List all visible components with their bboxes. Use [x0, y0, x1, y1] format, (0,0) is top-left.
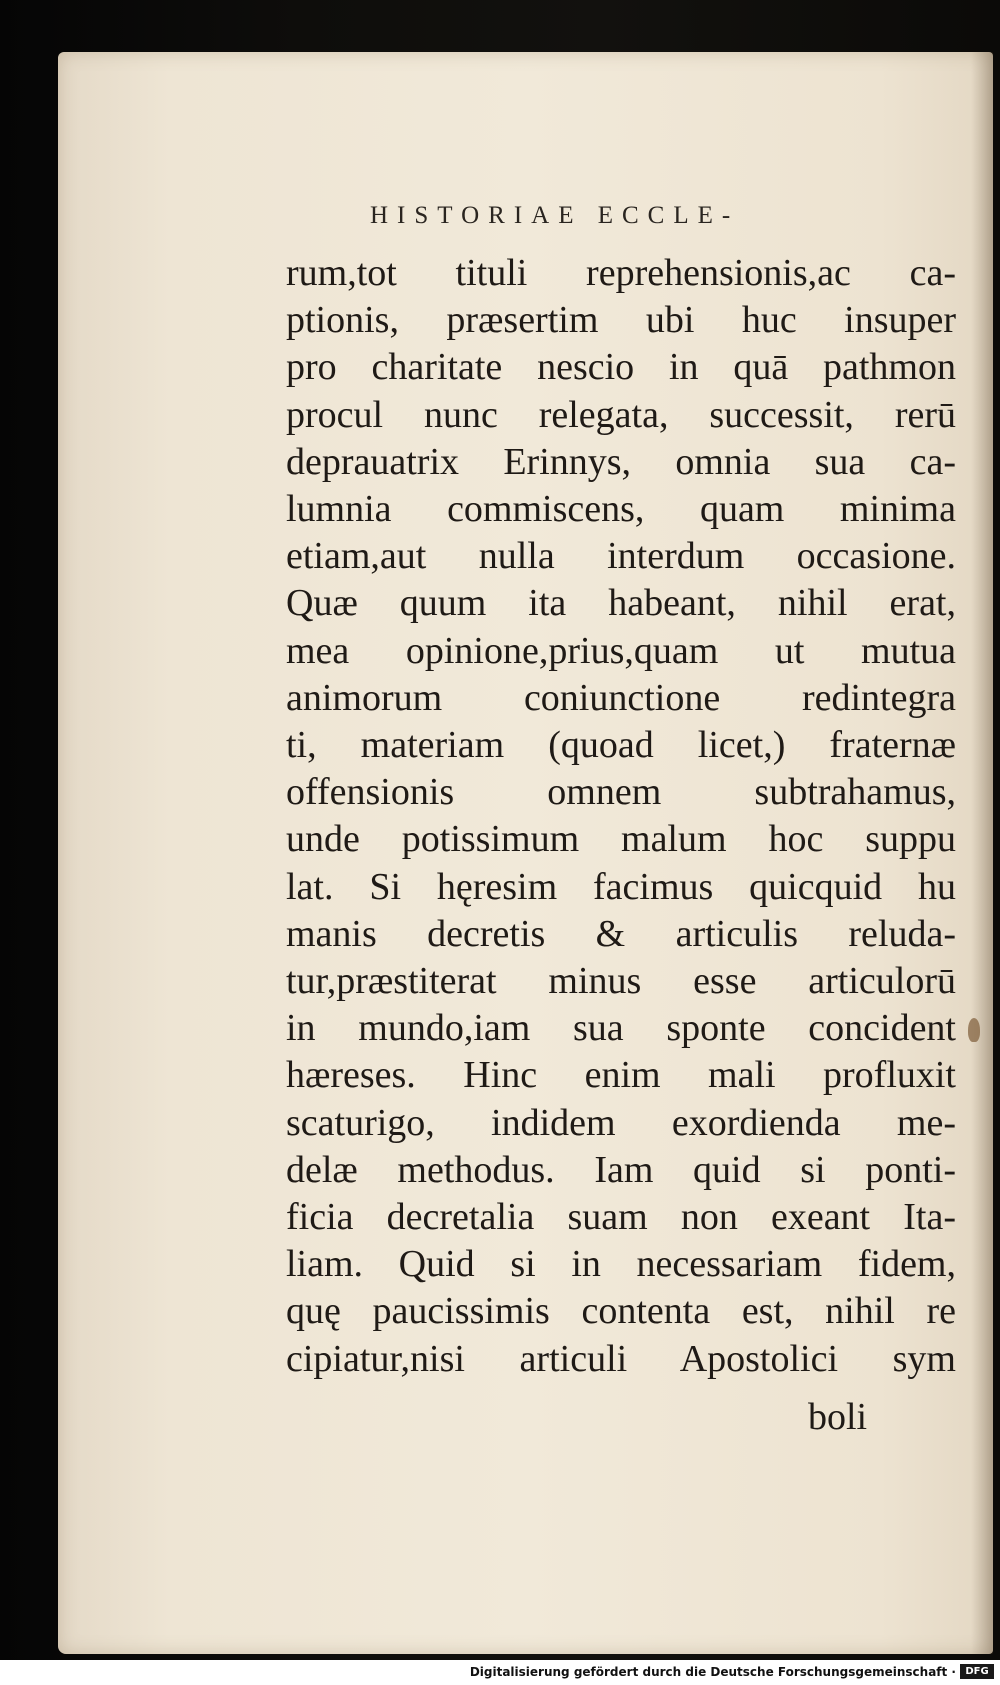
- text-line: scaturigo, indidem exordienda me-: [286, 1101, 956, 1144]
- text-line: delæ methodus. Iam quid si ponti-: [286, 1148, 956, 1191]
- text-line: Quæ quum ita habeant, nihil erat,: [286, 582, 956, 625]
- text-line: manis decretis & articulis reluda-: [286, 912, 956, 955]
- text-line: pro charitate nescio in quā pathmon: [286, 346, 956, 389]
- text-line: liam. Quid si in necessariam fidem,: [286, 1243, 956, 1286]
- running-head: HISTORIAE ECCLE-: [370, 202, 740, 229]
- text-line: unde potissimum malum hoc suppu: [286, 818, 956, 861]
- dfg-logo-icon: DFG: [960, 1664, 994, 1679]
- digitization-footer: [0, 1660, 1000, 1685]
- text-block: [286, 250, 956, 1383]
- footer-credit: Digitalisierung gefördert durch die Deutsche Forschungsgemeinschaft ·: [469, 1665, 956, 1679]
- catchword: boli: [808, 1396, 868, 1438]
- text-line: lumnia commiscens, quam minima: [286, 488, 956, 531]
- text-line: deprauatrix Erinnys, omnia sua ca-: [286, 440, 956, 483]
- text-line: offensionis omnem subtrahamus,: [286, 771, 956, 814]
- text-line: tur,præstiterat minus esse articulorū: [286, 960, 956, 1003]
- text-line: cipiatur,nisi articuli Apostolici sym: [286, 1337, 956, 1380]
- text-line: quę paucissimis contenta est, nihil re: [286, 1290, 956, 1333]
- text-line: procul nunc relegata, successit, rerū: [286, 393, 956, 436]
- text-line: lat. Si hęresim facimus quicquid hu: [286, 865, 956, 908]
- text-line: animorum coniunctione redintegra: [286, 676, 956, 719]
- text-line: mea opinione,prius,quam ut mutua: [286, 629, 956, 672]
- text-line: hæreses. Hinc enim mali profluxit: [286, 1054, 956, 1097]
- text-line: in mundo,iam sua sponte concident: [286, 1007, 956, 1050]
- text-line: etiam,aut nulla interdum occasione.: [286, 535, 956, 578]
- margin-ink-mark: [968, 1018, 980, 1042]
- text-line: rum,tot tituli reprehensionis,ac ca-: [286, 252, 956, 294]
- text-line: ficia decretalia suam non exeant Ita-: [286, 1196, 956, 1239]
- text-line: ti, materiam (quoad licet,) fraternæ: [286, 724, 956, 767]
- text-line: ptionis, præsertim ubi huc insuper: [286, 299, 956, 342]
- page-gutter-shadow: [971, 52, 993, 1654]
